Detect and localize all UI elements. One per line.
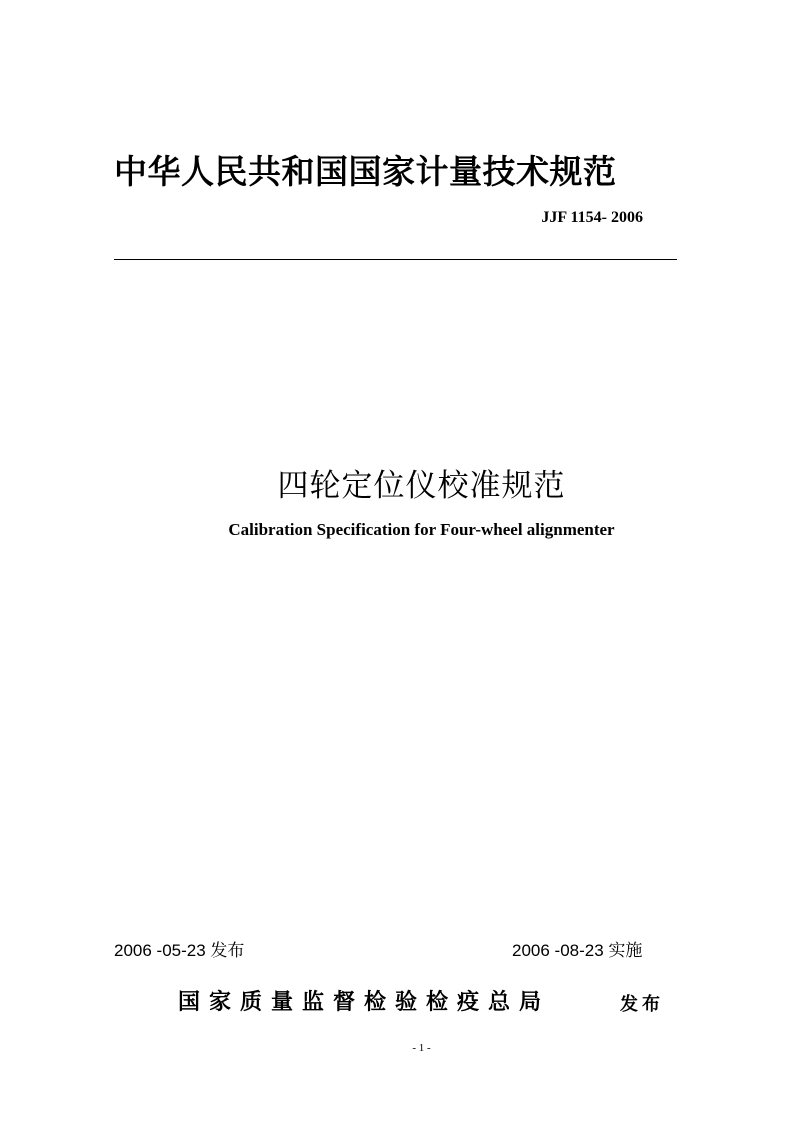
page-number: - 1 - (412, 1042, 431, 1054)
effective-date: 2006 -08-23 实施 (512, 941, 643, 960)
standard-code: JJF 1154- 2006 (541, 209, 643, 226)
issue-date: 2006 -05-23 发布 (114, 941, 245, 960)
publisher-action: 发布 (620, 994, 664, 1015)
document-title: 四轮定位仪校准规范 (277, 468, 566, 504)
national-standard-heading: 中华人民共和国国家计量技术规范 (114, 152, 617, 191)
header-divider (114, 259, 677, 260)
publisher-name: 国家质量监督检验检疫总局 (178, 990, 551, 1015)
document-subtitle-english: Calibration Specification for Four-wheel alignmenter (228, 520, 615, 539)
